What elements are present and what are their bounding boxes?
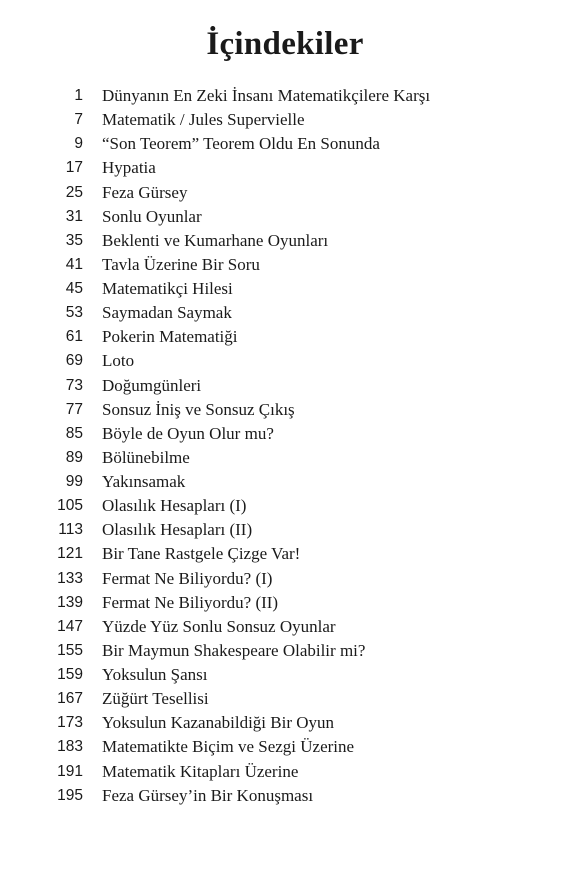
toc-entry — [0, 615, 570, 639]
toc-entry-title: Olasılık Hesapları (II) — [102, 520, 253, 540]
toc-entry-title: Dünyanın En Zeki İnsanı Matematikçilere Karşı — [102, 86, 431, 105]
toc-entry-title: Züğürt Tesellisi — [102, 689, 209, 709]
toc-entry — [0, 518, 570, 542]
toc-entry — [0, 84, 570, 108]
toc-entry — [0, 542, 570, 566]
toc-entry-title: Yoksulun Şansı — [102, 665, 208, 684]
toc-entry-title: Fermat Ne Biliyordu? (I) — [102, 568, 273, 588]
toc-page-number: 53 — [65, 304, 83, 322]
toc-entry — [0, 277, 570, 301]
toc-entry-title: Yakınsamak — [102, 472, 186, 491]
toc-page-number: 167 — [57, 690, 83, 708]
toc-entry — [0, 446, 570, 470]
toc-entry — [0, 760, 570, 784]
toc-entry — [0, 205, 570, 229]
toc-entry — [0, 567, 570, 591]
toc-page-number: 121 — [57, 545, 83, 563]
toc-entry — [0, 591, 570, 615]
toc-entry — [0, 422, 570, 446]
toc-entry-title: Sonlu Oyunlar — [102, 206, 202, 226]
toc-entry-title: Feza Gürsey — [102, 182, 188, 202]
page-title: İçindekiler — [206, 26, 364, 62]
toc-entry — [0, 398, 570, 422]
toc-entry-title: Matematikte Biçim ve Sezgi Üzerine — [102, 737, 355, 757]
toc-page-number: 77 — [65, 400, 83, 418]
toc-entry — [0, 325, 570, 349]
toc-page-number: 7 — [74, 111, 83, 129]
toc-entry-title: Beklenti ve Kumarhane Oyunları — [102, 230, 329, 250]
toc-page-number: 147 — [57, 617, 83, 635]
toc-entry-title: “Son Teorem” Teorem Oldu En Sonunda — [102, 134, 380, 154]
toc-entry — [0, 639, 570, 663]
toc-page-number: 155 — [57, 641, 83, 659]
toc-entry-title: Tavla Üzerine Bir Soru — [102, 254, 260, 274]
toc-entry — [0, 374, 570, 398]
toc-page-number: 35 — [65, 231, 83, 249]
toc-entry — [0, 253, 570, 277]
toc-entry — [0, 108, 570, 132]
toc-entry-title: Hypatia — [102, 158, 156, 178]
toc-entry-title: Bir Maymun Shakespeare Olabilir mi? — [102, 640, 366, 660]
toc-page-number: 69 — [65, 352, 83, 370]
toc-entry-title: Doğumgünleri — [102, 375, 202, 395]
toc-page-number: 25 — [65, 183, 83, 201]
toc-entry — [0, 784, 570, 808]
toc-page-number: 191 — [57, 762, 83, 780]
toc-page-number: 1 — [74, 87, 83, 104]
toc-entry — [0, 301, 570, 325]
toc-entry-title: Yoksulun Kazanabildiği Bir Oyun — [102, 713, 335, 733]
toc-entry-title: Loto — [102, 351, 135, 371]
toc-page-number: 61 — [65, 328, 83, 346]
toc-entry — [0, 735, 570, 759]
toc-entry-title: Feza Gürsey’in Bir Konuşması — [102, 785, 314, 805]
toc-page-number: 105 — [57, 497, 83, 515]
toc-entry — [0, 663, 570, 687]
toc-page-number: 159 — [57, 666, 83, 683]
toc-entry — [0, 349, 570, 373]
toc-page-number: 85 — [65, 424, 83, 442]
toc-page-number: 133 — [57, 569, 83, 587]
toc-page-number: 41 — [65, 255, 83, 273]
toc-entry-title: Matematikçi Hilesi — [102, 279, 233, 298]
toc-page-number: 173 — [57, 714, 83, 732]
table-of-contents — [0, 84, 570, 808]
toc-entry — [0, 229, 570, 253]
toc-entry-title: Matematik Kitapları Üzerine — [102, 761, 299, 781]
toc-entry — [0, 156, 570, 180]
toc-entry — [0, 494, 570, 518]
toc-page-number: 89 — [65, 448, 83, 466]
toc-page-number: 195 — [57, 786, 83, 804]
toc-page-number: 139 — [57, 593, 83, 611]
toc-entry-title: Böyle de Oyun Olur mu? — [102, 423, 274, 443]
toc-page-number: 9 — [74, 135, 83, 153]
toc-page-number: 99 — [65, 473, 83, 490]
toc-entry — [0, 470, 570, 494]
toc-page-number: 113 — [58, 521, 83, 539]
toc-entry — [0, 687, 570, 711]
toc-entry-title: Pokerin Matematiği — [102, 327, 238, 347]
toc-entry-title: Olasılık Hesapları (I) — [102, 496, 247, 516]
toc-entry-title: Sonsuz İniş ve Sonsuz Çıkış — [102, 399, 295, 419]
toc-entry — [0, 181, 570, 205]
toc-page-number: 31 — [65, 207, 83, 225]
toc-page-number: 17 — [65, 159, 83, 177]
toc-page-number: 73 — [65, 376, 83, 394]
toc-entry-title: Yüzde Yüz Sonlu Sonsuz Oyunlar — [102, 616, 336, 636]
toc-entry-title: Bir Tane Rastgele Çizge Var! — [102, 544, 301, 564]
toc-page-number: 183 — [57, 738, 83, 756]
toc-entry-title: Matematik / Jules Supervielle — [102, 110, 305, 130]
toc-entry — [0, 711, 570, 735]
toc-page-number: 45 — [65, 280, 83, 297]
toc-entry — [0, 132, 570, 156]
toc-entry-title: Fermat Ne Biliyordu? (II) — [102, 592, 279, 612]
toc-entry-title: Bölünebilme — [102, 447, 190, 467]
toc-entry-title: Saymadan Saymak — [102, 303, 232, 323]
